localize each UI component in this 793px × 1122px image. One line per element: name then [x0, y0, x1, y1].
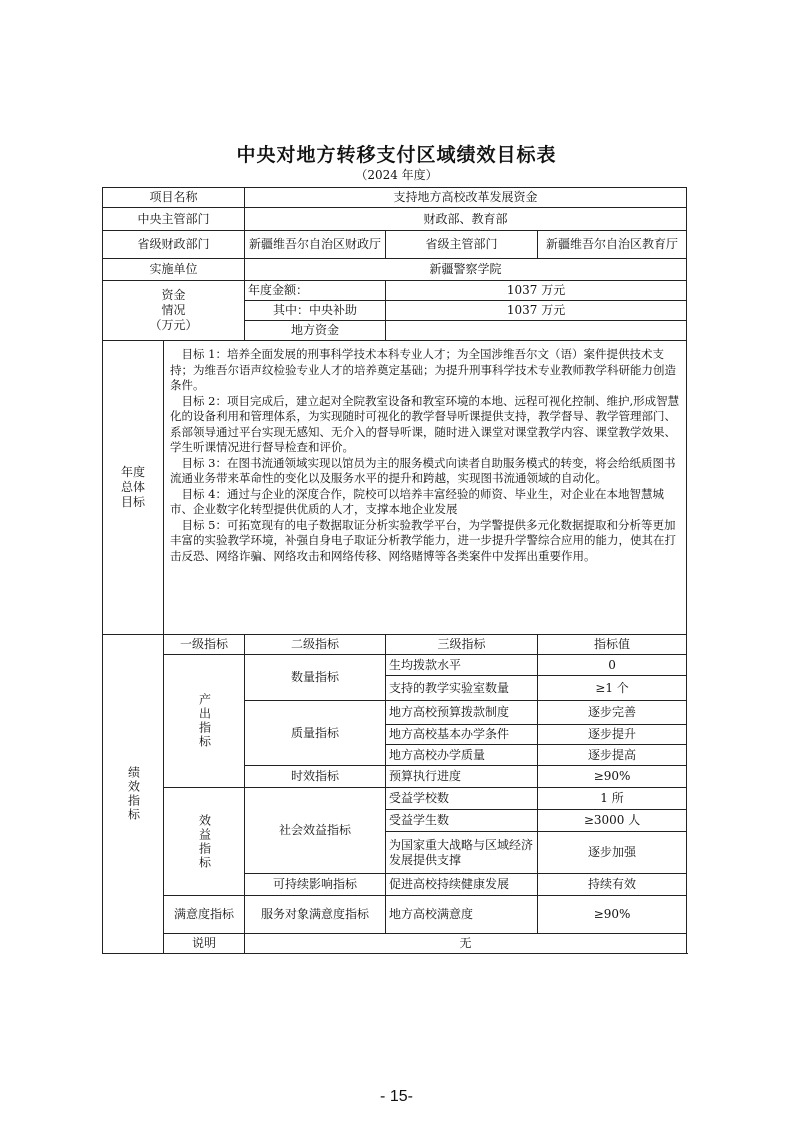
annual-goals-label — [103, 341, 164, 635]
prov-finance-value: 新疆维吾尔自治区财政厅 — [245, 231, 386, 259]
annual-amount-label: 年度金额： — [245, 281, 386, 301]
indicator-name: 地方高校预算拨款制度 — [386, 701, 538, 725]
header-level1: 一级指标 — [164, 635, 245, 655]
indicator-name: 受益学校数 — [386, 788, 538, 810]
indicator-name: 促进高校持续健康发展 — [386, 874, 538, 896]
sustain-indicator-label: 可持续影响指标 — [245, 874, 386, 896]
quantity-indicator-label: 数量指标 — [245, 655, 386, 701]
goal-paragraph: 目标 2：项目完成后，建立起对全院教室设备和教室环境的本地、远程可视化控制、维护,形成智慧化的设备利用和管理体系，为实现随时可视化的教学督导听课提供支持，教学督导、教学管理部门、系部领导通过平台实现无感知、无介入的督导听课，随时进入课堂对课堂教学内容、课堂教学效果、学生听课情况进行督导检查和评价。 — [170, 393, 680, 454]
benefit-indicator-label — [164, 788, 245, 896]
indicator-value: ≥90% — [538, 896, 687, 934]
header-level2: 二级指标 — [245, 635, 386, 655]
service-indicator-label: 服务对象满意度指标 — [245, 896, 386, 934]
central-dept-label: 中央主管部门 — [103, 208, 245, 231]
indicator-value: 0 — [538, 655, 687, 676]
header-value: 指标值 — [538, 635, 687, 655]
project-name-label: 项目名称 — [103, 188, 245, 208]
row-impl-unit — [103, 259, 687, 281]
output-indicator-text: 产出指标 — [197, 693, 212, 749]
indicator-value: 逐步提高 — [538, 745, 687, 766]
satisfaction-indicator-label: 满意度指标 — [164, 896, 245, 934]
indicator-name: 地方高校基本办学条件 — [386, 725, 538, 745]
fiscal-year: （2024 年度） — [355, 168, 438, 182]
central-subsidy-value: 1037 万元 — [386, 301, 687, 321]
page-number: - 15- — [380, 1088, 413, 1105]
goal-paragraph: 目标 3：在图书流通领域实现以馆员为主的服务模式向读者自助服务模式的转变，将会给纸质图书流通业务带来革命性的变化以及服务水平的提升和跨越，实现图书流通领域的自动化。 — [170, 455, 676, 485]
goals-label-line3: 目标 — [120, 495, 145, 509]
indicator-value: 逐步加强 — [538, 832, 687, 874]
timeliness-indicator-label: 时效指标 — [245, 766, 386, 788]
annual-amount-value: 1037 万元 — [386, 281, 687, 301]
benefit-indicator-text: 效益指标 — [197, 813, 212, 870]
indicator-value: 逐步完善 — [538, 701, 687, 725]
header-level3: 三级指标 — [386, 635, 538, 655]
indicator-name: 为国家重大战略与区域经济发展提供支撑 — [386, 832, 538, 874]
goals-label-line1: 年度 — [120, 465, 145, 479]
remark-label: 说明 — [164, 934, 245, 954]
indicator-name: 地方高校满意度 — [386, 896, 538, 934]
funds-label — [103, 281, 245, 341]
goal-paragraph: 目标 1：培养全面发展的刑事科学技术本科专业人才；为全国涉维吾尔文（语）案件提供技术支持；为维吾尔语声纹检验专业人才的培养奠定基础；为提升刑事科学技术专业教师教学科研能力创造条件。 — [170, 347, 676, 392]
row-annual-goals — [103, 341, 687, 635]
indicators-section-label — [103, 635, 164, 954]
goals-label-line2: 总体 — [120, 480, 145, 494]
indicator-value: ≥3000 人 — [538, 810, 687, 832]
prov-dept-label: 省级主管部门 — [386, 231, 538, 259]
indicator-name: 支持的教学实验室数量 — [386, 676, 538, 701]
impl-unit-value: 新疆警察学院 — [245, 259, 687, 281]
goal-paragraph: 目标 5：可拓宽现有的电子数据取证分析实验教学平台，为学警提供多元化数据提取和分析等更加丰富的实验教学环境，补强自身电子取证分析教学能力，进一步提升学警综合应用的能力，使其在打击反恐、网络诈骗、网络攻击和网络传移、网络赌博等各类案件中发挥出重要作用。 — [170, 517, 676, 563]
funds-label-line1: 资金 — [161, 288, 186, 302]
indicator-value: ≥90% — [538, 766, 687, 788]
row-indicator-header — [103, 635, 687, 655]
indicator-value: 逐步提升 — [538, 725, 687, 745]
impl-unit-label: 实施单位 — [103, 259, 245, 281]
indicator-name: 受益学生数 — [386, 810, 538, 832]
row-remark — [103, 934, 687, 954]
indicators-section-text: 绩效指标 — [126, 766, 141, 822]
row-project-name — [103, 188, 687, 208]
prov-finance-label: 省级财政部门 — [103, 231, 245, 259]
local-funds-label: 地方资金 — [245, 321, 386, 341]
annual-goals-text — [164, 341, 687, 635]
funds-label-line2: 情况 — [161, 303, 186, 317]
table-row — [103, 896, 687, 934]
indicator-name: 地方高校办学质量 — [386, 745, 538, 766]
page-title: 中央对地方转移支付区域绩效目标表 — [236, 144, 557, 166]
table-row — [103, 788, 687, 810]
project-name-value: 支持地方高校改革发展资金 — [245, 188, 687, 208]
indicator-value: 持续有效 — [538, 874, 687, 896]
goal-paragraph: 目标 4：通过与企业的深度合作，院校可以培养丰富经验的师资、毕业生，对企业在本地智慧城市、企业数字化转型提供优质的人才，支撑本地企业发展 — [170, 486, 664, 516]
social-indicator-label: 社会效益指标 — [245, 788, 386, 874]
performance-target-table — [102, 187, 687, 954]
central-dept-value: 财政部、教育部 — [245, 208, 687, 231]
row-provincial — [103, 231, 687, 259]
indicator-name: 生均拨款水平 — [386, 655, 538, 676]
table-row — [103, 655, 687, 676]
funds-label-line3: （万元） — [149, 318, 198, 332]
central-subsidy-label: 其中：中央补助 — [245, 301, 386, 321]
indicator-value: ≥1 个 — [538, 676, 687, 701]
row-central-dept — [103, 208, 687, 231]
quality-indicator-label: 质量指标 — [245, 701, 386, 766]
row-funds-annual — [103, 281, 687, 301]
remark-value: 无 — [245, 934, 687, 954]
local-funds-value — [386, 321, 687, 341]
output-indicator-label — [164, 655, 245, 788]
indicator-value: 1 所 — [538, 788, 687, 810]
indicator-name: 预算执行进度 — [386, 766, 538, 788]
prov-dept-value: 新疆维吾尔自治区教育厅 — [538, 231, 687, 259]
